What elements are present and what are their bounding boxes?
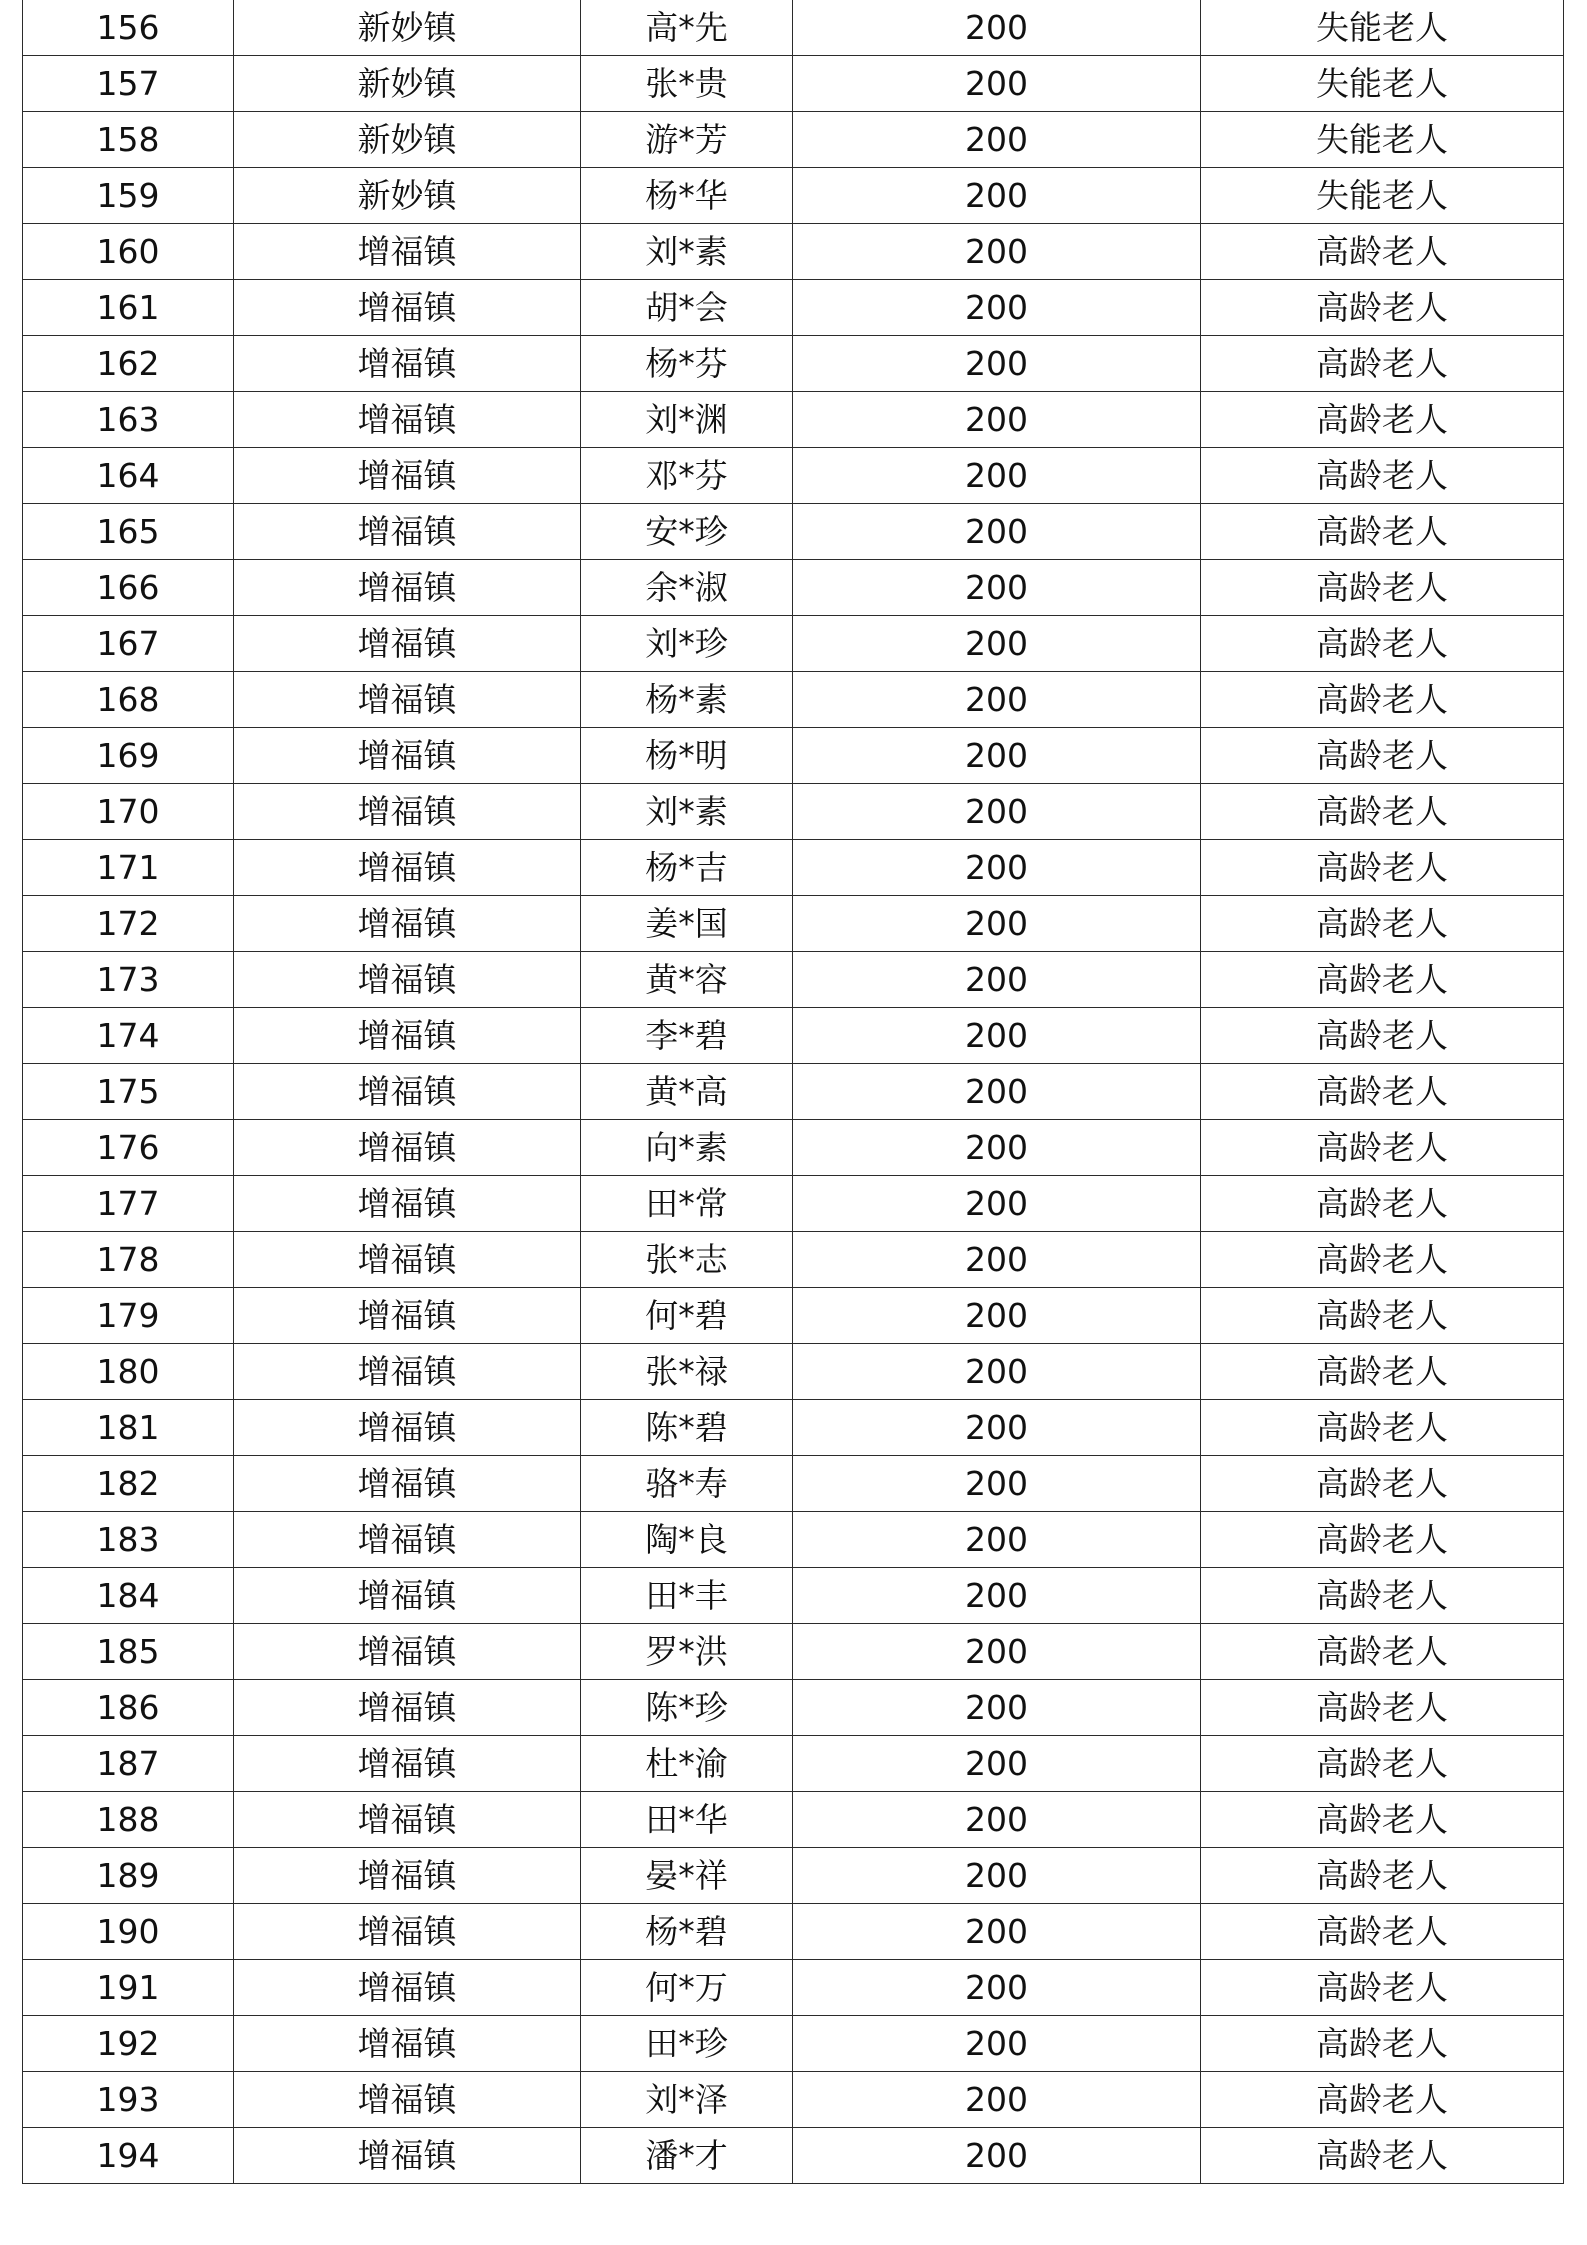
name-cell: 何*万 [581,1960,793,2016]
town-cell: 新妙镇 [234,56,581,112]
table-row [23,2072,1564,2128]
table-row [23,448,1564,504]
name-cell: 姜*国 [581,896,793,952]
table-row [23,2016,1564,2072]
row-number-cell: 167 [23,616,234,672]
amount-cell: 200 [793,168,1201,224]
row-number-cell: 177 [23,1176,234,1232]
name-cell: 杨*素 [581,672,793,728]
name-cell: 刘*素 [581,224,793,280]
name-cell: 张*志 [581,1232,793,1288]
table-row [23,392,1564,448]
table-row [23,56,1564,112]
table-row [23,1008,1564,1064]
town-cell: 增福镇 [234,2016,581,2072]
amount-cell: 200 [793,1176,1201,1232]
row-number-cell: 158 [23,112,234,168]
row-number-cell: 179 [23,1288,234,1344]
row-number-cell: 183 [23,1512,234,1568]
town-cell: 增福镇 [234,616,581,672]
name-cell: 黄*容 [581,952,793,1008]
name-cell: 潘*才 [581,2128,793,2184]
table-row [23,168,1564,224]
name-cell: 杨*芬 [581,336,793,392]
town-cell: 增福镇 [234,1232,581,1288]
name-cell: 刘*珍 [581,616,793,672]
amount-cell: 200 [793,1736,1201,1792]
town-cell: 增福镇 [234,1456,581,1512]
row-number-cell: 169 [23,728,234,784]
amount-cell: 200 [793,1120,1201,1176]
table-row [23,952,1564,1008]
table-row [23,896,1564,952]
category-cell: 高龄老人 [1201,560,1564,616]
row-number-cell: 156 [23,0,234,56]
town-cell: 增福镇 [234,504,581,560]
category-cell: 高龄老人 [1201,616,1564,672]
town-cell: 增福镇 [234,784,581,840]
name-cell: 晏*祥 [581,1848,793,1904]
table-row [23,1176,1564,1232]
table-row [23,784,1564,840]
category-cell: 高龄老人 [1201,1736,1564,1792]
category-cell: 失能老人 [1201,112,1564,168]
category-cell: 高龄老人 [1201,1288,1564,1344]
name-cell: 邓*芬 [581,448,793,504]
category-cell: 高龄老人 [1201,224,1564,280]
row-number-cell: 191 [23,1960,234,2016]
table-row [23,840,1564,896]
amount-cell: 200 [793,952,1201,1008]
name-cell: 高*先 [581,0,793,56]
town-cell: 增福镇 [234,952,581,1008]
name-cell: 刘*泽 [581,2072,793,2128]
town-cell: 新妙镇 [234,0,581,56]
town-cell: 增福镇 [234,280,581,336]
town-cell: 增福镇 [234,1904,581,1960]
category-cell: 高龄老人 [1201,1232,1564,1288]
category-cell: 高龄老人 [1201,1120,1564,1176]
name-cell: 田*丰 [581,1568,793,1624]
table-row [23,1232,1564,1288]
category-cell: 高龄老人 [1201,1568,1564,1624]
amount-cell: 200 [793,1624,1201,1680]
row-number-cell: 157 [23,56,234,112]
name-cell: 杜*渝 [581,1736,793,1792]
category-cell: 高龄老人 [1201,1512,1564,1568]
table-row [23,1848,1564,1904]
amount-cell: 200 [793,840,1201,896]
category-cell: 高龄老人 [1201,1960,1564,2016]
category-cell: 高龄老人 [1201,1792,1564,1848]
amount-cell: 200 [793,224,1201,280]
name-cell: 何*碧 [581,1288,793,1344]
town-cell: 新妙镇 [234,168,581,224]
category-cell: 高龄老人 [1201,1680,1564,1736]
row-number-cell: 161 [23,280,234,336]
name-cell: 陈*珍 [581,1680,793,1736]
row-number-cell: 184 [23,1568,234,1624]
row-number-cell: 164 [23,448,234,504]
row-number-cell: 173 [23,952,234,1008]
amount-cell: 200 [793,336,1201,392]
table-row [23,224,1564,280]
town-cell: 增福镇 [234,840,581,896]
category-cell: 高龄老人 [1201,280,1564,336]
town-cell: 增福镇 [234,896,581,952]
category-cell: 高龄老人 [1201,728,1564,784]
town-cell: 增福镇 [234,1400,581,1456]
town-cell: 增福镇 [234,1176,581,1232]
table-row [23,1792,1564,1848]
row-number-cell: 178 [23,1232,234,1288]
roster-page [22,0,1563,2184]
town-cell: 增福镇 [234,448,581,504]
name-cell: 刘*素 [581,784,793,840]
row-number-cell: 172 [23,896,234,952]
name-cell: 余*淑 [581,560,793,616]
table-row [23,2128,1564,2184]
amount-cell: 200 [793,504,1201,560]
amount-cell: 200 [793,1512,1201,1568]
table-row [23,1568,1564,1624]
category-cell: 高龄老人 [1201,448,1564,504]
row-number-cell: 193 [23,2072,234,2128]
row-number-cell: 192 [23,2016,234,2072]
category-cell: 高龄老人 [1201,896,1564,952]
town-cell: 新妙镇 [234,112,581,168]
row-number-cell: 174 [23,1008,234,1064]
category-cell: 失能老人 [1201,0,1564,56]
table-row [23,280,1564,336]
table-row [23,0,1564,56]
amount-cell: 200 [793,1008,1201,1064]
category-cell: 高龄老人 [1201,840,1564,896]
row-number-cell: 188 [23,1792,234,1848]
amount-cell: 200 [793,616,1201,672]
amount-cell: 200 [793,2072,1201,2128]
table-row [23,504,1564,560]
amount-cell: 200 [793,392,1201,448]
amount-cell: 200 [793,560,1201,616]
row-number-cell: 160 [23,224,234,280]
amount-cell: 200 [793,280,1201,336]
town-cell: 增福镇 [234,1792,581,1848]
row-number-cell: 165 [23,504,234,560]
category-cell: 失能老人 [1201,56,1564,112]
row-number-cell: 180 [23,1344,234,1400]
amount-cell: 200 [793,1064,1201,1120]
row-number-cell: 163 [23,392,234,448]
table-row [23,1680,1564,1736]
category-cell: 高龄老人 [1201,1848,1564,1904]
amount-cell: 200 [793,1400,1201,1456]
town-cell: 增福镇 [234,728,581,784]
name-cell: 田*华 [581,1792,793,1848]
town-cell: 增福镇 [234,1680,581,1736]
table-row [23,336,1564,392]
row-number-cell: 182 [23,1456,234,1512]
category-cell: 失能老人 [1201,168,1564,224]
amount-cell: 200 [793,2128,1201,2184]
amount-cell: 200 [793,2016,1201,2072]
name-cell: 李*碧 [581,1008,793,1064]
town-cell: 增福镇 [234,1512,581,1568]
row-number-cell: 190 [23,1904,234,1960]
name-cell: 陶*良 [581,1512,793,1568]
amount-cell: 200 [793,1568,1201,1624]
name-cell: 杨*华 [581,168,793,224]
name-cell: 罗*洪 [581,1624,793,1680]
category-cell: 高龄老人 [1201,504,1564,560]
row-number-cell: 175 [23,1064,234,1120]
category-cell: 高龄老人 [1201,1008,1564,1064]
town-cell: 增福镇 [234,672,581,728]
town-cell: 增福镇 [234,1008,581,1064]
amount-cell: 200 [793,728,1201,784]
category-cell: 高龄老人 [1201,1904,1564,1960]
row-number-cell: 159 [23,168,234,224]
town-cell: 增福镇 [234,1848,581,1904]
table-row [23,1288,1564,1344]
name-cell: 游*芳 [581,112,793,168]
table-row [23,1400,1564,1456]
category-cell: 高龄老人 [1201,1344,1564,1400]
row-number-cell: 168 [23,672,234,728]
row-number-cell: 181 [23,1400,234,1456]
table-row [23,1064,1564,1120]
town-cell: 增福镇 [234,1736,581,1792]
amount-cell: 200 [793,1232,1201,1288]
table-row [23,1736,1564,1792]
town-cell: 增福镇 [234,560,581,616]
name-cell: 向*素 [581,1120,793,1176]
name-cell: 黄*高 [581,1064,793,1120]
amount-cell: 200 [793,1960,1201,2016]
row-number-cell: 171 [23,840,234,896]
town-cell: 增福镇 [234,1344,581,1400]
town-cell: 增福镇 [234,2128,581,2184]
table-row [23,728,1564,784]
category-cell: 高龄老人 [1201,672,1564,728]
amount-cell: 200 [793,1456,1201,1512]
name-cell: 骆*寿 [581,1456,793,1512]
amount-cell: 200 [793,1792,1201,1848]
amount-cell: 200 [793,1288,1201,1344]
row-number-cell: 166 [23,560,234,616]
table-row [23,672,1564,728]
name-cell: 杨*碧 [581,1904,793,1960]
town-cell: 增福镇 [234,1960,581,2016]
name-cell: 陈*碧 [581,1400,793,1456]
table-row [23,1624,1564,1680]
table-row [23,1456,1564,1512]
amount-cell: 200 [793,784,1201,840]
amount-cell: 200 [793,112,1201,168]
category-cell: 高龄老人 [1201,392,1564,448]
roster-table [22,0,1564,2184]
name-cell: 胡*会 [581,280,793,336]
amount-cell: 200 [793,1680,1201,1736]
row-number-cell: 176 [23,1120,234,1176]
name-cell: 安*珍 [581,504,793,560]
name-cell: 张*禄 [581,1344,793,1400]
town-cell: 增福镇 [234,2072,581,2128]
category-cell: 高龄老人 [1201,2016,1564,2072]
category-cell: 高龄老人 [1201,1624,1564,1680]
category-cell: 高龄老人 [1201,336,1564,392]
row-number-cell: 185 [23,1624,234,1680]
table-row [23,616,1564,672]
table-row [23,112,1564,168]
amount-cell: 200 [793,896,1201,952]
table-row [23,1120,1564,1176]
category-cell: 高龄老人 [1201,1400,1564,1456]
row-number-cell: 170 [23,784,234,840]
town-cell: 增福镇 [234,336,581,392]
amount-cell: 200 [793,1904,1201,1960]
table-row [23,1344,1564,1400]
town-cell: 增福镇 [234,1120,581,1176]
name-cell: 杨*明 [581,728,793,784]
row-number-cell: 194 [23,2128,234,2184]
category-cell: 高龄老人 [1201,2128,1564,2184]
amount-cell: 200 [793,1848,1201,1904]
name-cell: 张*贵 [581,56,793,112]
town-cell: 增福镇 [234,1568,581,1624]
row-number-cell: 189 [23,1848,234,1904]
name-cell: 刘*渊 [581,392,793,448]
name-cell: 杨*吉 [581,840,793,896]
category-cell: 高龄老人 [1201,1456,1564,1512]
table-row [23,1904,1564,1960]
name-cell: 田*珍 [581,2016,793,2072]
amount-cell: 200 [793,1344,1201,1400]
town-cell: 增福镇 [234,392,581,448]
town-cell: 增福镇 [234,1624,581,1680]
town-cell: 增福镇 [234,1064,581,1120]
name-cell: 田*常 [581,1176,793,1232]
category-cell: 高龄老人 [1201,2072,1564,2128]
category-cell: 高龄老人 [1201,784,1564,840]
town-cell: 增福镇 [234,1288,581,1344]
row-number-cell: 186 [23,1680,234,1736]
amount-cell: 200 [793,448,1201,504]
amount-cell: 200 [793,56,1201,112]
row-number-cell: 162 [23,336,234,392]
table-row [23,560,1564,616]
category-cell: 高龄老人 [1201,952,1564,1008]
amount-cell: 200 [793,0,1201,56]
category-cell: 高龄老人 [1201,1064,1564,1120]
amount-cell: 200 [793,672,1201,728]
category-cell: 高龄老人 [1201,1176,1564,1232]
table-row [23,1512,1564,1568]
row-number-cell: 187 [23,1736,234,1792]
table-row [23,1960,1564,2016]
roster-table-body [23,0,1564,2184]
town-cell: 增福镇 [234,224,581,280]
